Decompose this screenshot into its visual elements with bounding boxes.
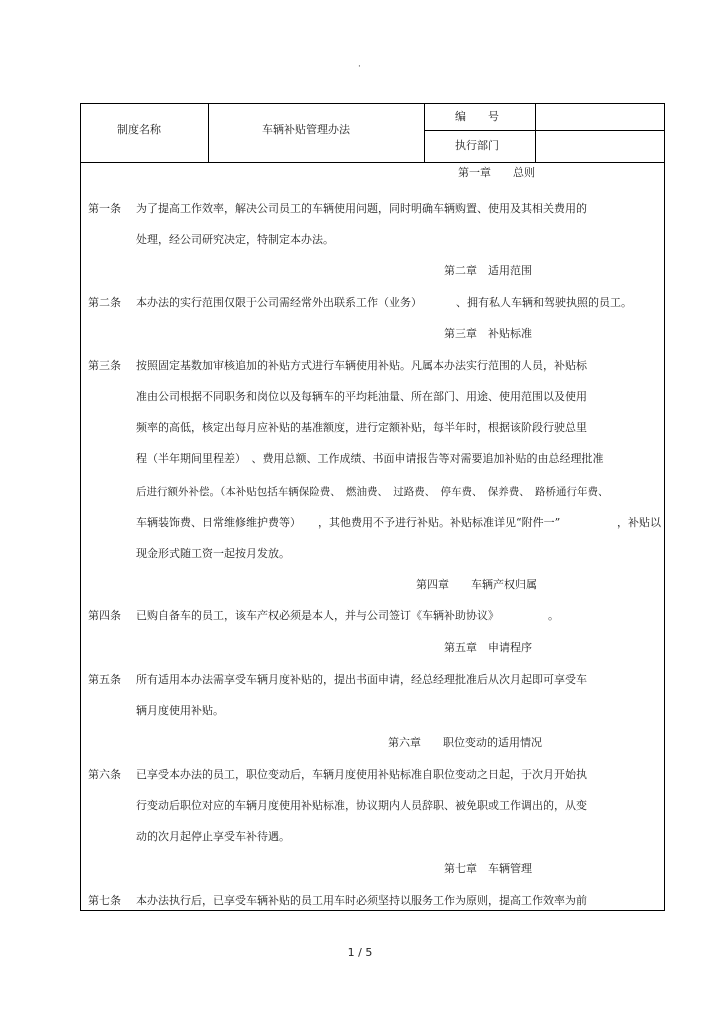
article-4-label: 第四条	[88, 609, 121, 622]
chapter-7-heading: 第七章 车辆管理	[444, 862, 532, 875]
article-1-label: 第一条	[88, 202, 121, 215]
article-3-line: 后进行额外补偿。（本补贴包括车辆保险费、 燃油费、 过路费、 停车费、 保养费、 路桥通行年费、	[136, 486, 609, 498]
article-3-line: 车辆装饰费、日常维修维护费等）	[136, 516, 301, 529]
table-divider	[208, 103, 209, 163]
article-1-line: 为了提高工作效率，解决公司员工的车辆使用问题，同时明确车辆购置、使用及其相关费用的	[136, 202, 587, 215]
name-value: 车辆补贴管理办法	[262, 123, 350, 136]
article-3-line: 频率的高低，核定出每月应补贴的基准额度，进行定额补贴，每半年时，根据该阶段行驶总里	[136, 421, 587, 434]
article-5-label: 第五条	[88, 673, 121, 686]
page-number: 1 / 5	[347, 946, 373, 959]
table-divider	[424, 130, 665, 131]
article-5-line: 辆月度使用补贴。	[136, 704, 224, 717]
article-3-line: ，补贴以	[617, 516, 661, 529]
article-3-line: ，其他费用不予进行补贴。补贴标准详见“附件一”	[318, 516, 561, 529]
document-table	[80, 103, 665, 911]
chapter-1-heading: 第一章 总则	[458, 166, 535, 179]
article-4-line: 已购自备车的员工，该车产权必须是本人，并与公司签订《车辆补助协议》	[136, 609, 499, 622]
article-2-label: 第二条	[88, 296, 121, 309]
article-3-line: 按照固定基数加审核追加的补贴方式进行车辆使用补贴。凡属本办法实行范围的人员，补贴标	[136, 359, 587, 372]
article-3-line: 现金形式随工资一起按月发放。	[136, 547, 290, 560]
table-divider	[80, 162, 665, 163]
chapter-4-heading: 第四章 车辆产权归属	[416, 578, 537, 591]
page-mark: ·	[358, 62, 361, 72]
article-6-line: 已享受本办法的员工，职位变动后，车辆月度使用补贴标准自职位变动之日起，于次月开始执	[136, 768, 587, 781]
article-4-line: 。	[548, 609, 559, 622]
table-divider	[424, 103, 425, 163]
article-6-line: 行变动后职位对应的车辆月度使用补贴标准，协议期内人员辞职、被免职或工作调出的，从变	[136, 799, 587, 812]
dept-label: 执行部门	[455, 139, 499, 152]
article-2-line: 本办法的实行范围仅限于公司需经常外出联系工作（业务）	[136, 296, 422, 309]
chapter-2-heading: 第二章 适用范围	[444, 264, 532, 277]
article-3-line: 程（半年期间里程差） 、费用总额、工作成绩、书面申请报告等对需要追加补贴的由总经理批准	[136, 452, 604, 465]
article-3-label: 第三条	[88, 359, 121, 372]
table-divider	[535, 103, 536, 163]
article-6-line: 动的次月起停止享受车补待遇。	[136, 830, 290, 843]
chapter-3-heading: 第三章 补贴标准	[444, 327, 532, 340]
chapter-5-heading: 第五章 申请程序	[444, 641, 532, 654]
chapter-6-heading: 第六章 职位变动的适用情况	[388, 736, 542, 749]
article-7-label: 第七条	[88, 894, 121, 907]
article-7-line: 本办法执行后，已享受车辆补贴的员工用车时必须坚持以服务工作为原则，提高工作效率为前	[136, 894, 587, 907]
article-3-line: 准由公司根据不同职务和岗位以及每辆车的平均耗油量、所在部门、用途、使用范围以及使用	[136, 390, 587, 403]
article-5-line: 所有适用本办法需享受车辆月度补贴的，提出书面申请，经总经理批准后从次月起即可享受车	[136, 673, 587, 686]
article-6-label: 第六条	[88, 768, 121, 781]
article-2-line: 、拥有私人车辆和驾驶执照的员工。	[456, 296, 632, 309]
number-label: 编 号	[455, 110, 499, 123]
article-1-line: 处理，经公司研究决定，特制定本办法。	[136, 233, 334, 246]
name-label: 制度名称	[117, 123, 161, 136]
